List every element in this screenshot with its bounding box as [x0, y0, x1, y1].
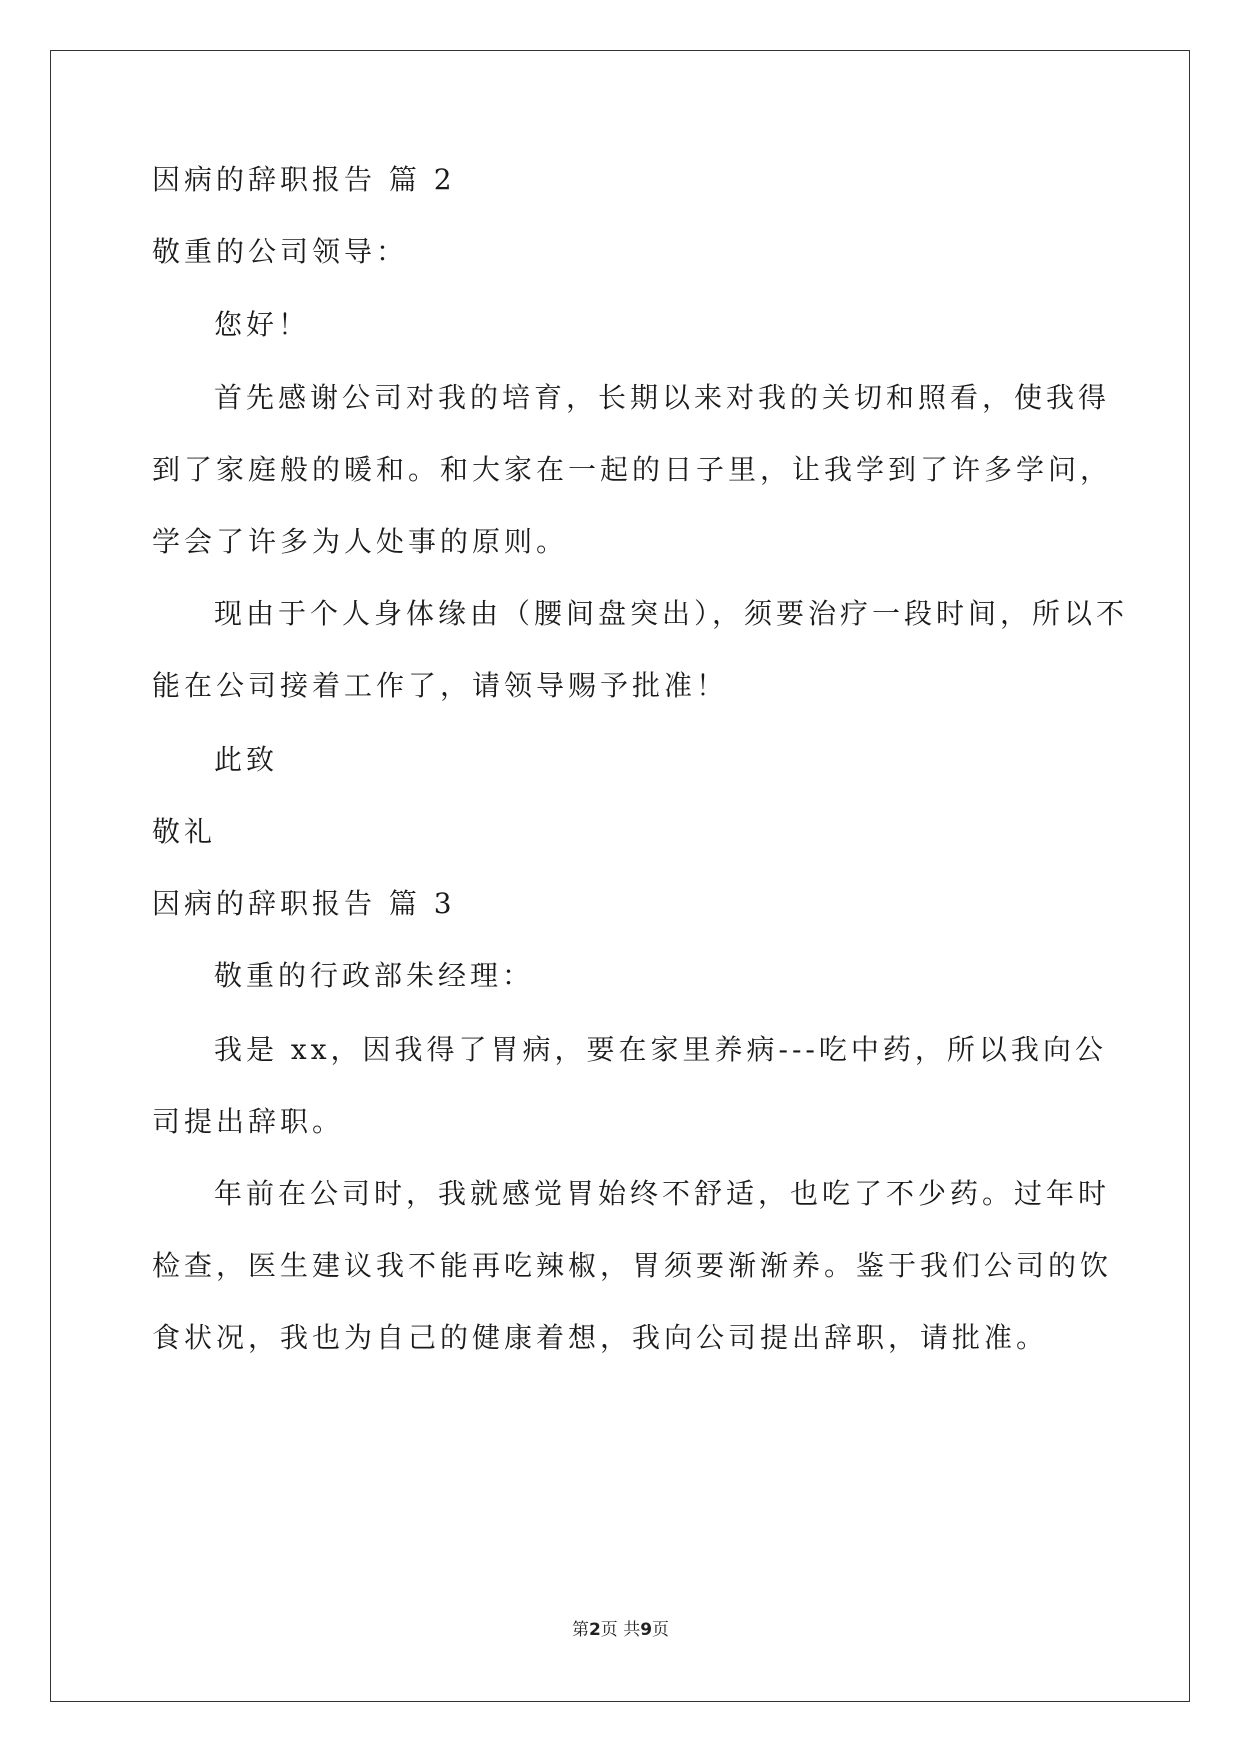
total-page-number: 9 — [640, 1620, 653, 1640]
section-title-3: 因病的辞职报告 篇 3 — [152, 887, 456, 920]
paragraph-3-line-2: 司提出辞职。 — [152, 1105, 345, 1138]
salutation-2: 敬重的公司领导： — [152, 235, 409, 268]
page-number-footer — [0, 1615, 1241, 1640]
footer-suffix: 页 — [652, 1620, 670, 1640]
greeting: 您好！ — [214, 308, 311, 341]
closing-cizhi: 此致 — [214, 743, 279, 776]
paragraph-3-line-1: 我是 xx，因我得了胃病，要在家里养病---吃中药，所以我向公 — [214, 1033, 1107, 1066]
closing-jingli: 敬礼 — [152, 815, 217, 848]
paragraph-1-line-3: 学会了许多为人处事的原则。 — [152, 525, 569, 558]
footer-mid: 页 共 — [600, 1620, 641, 1640]
page-border — [50, 50, 1190, 1702]
paragraph-4-line-3: 食状况，我也为自己的健康着想，我向公司提出辞职，请批准。 — [152, 1321, 1049, 1354]
footer-prefix: 第 — [571, 1620, 589, 1640]
section-title-2: 因病的辞职报告 篇 2 — [152, 163, 456, 196]
paragraph-1-line-2: 到了家庭般的暖和。和大家在一起的日子里，让我学到了许多学问， — [152, 453, 1113, 486]
paragraph-4-line-1: 年前在公司时，我就感觉胃始终不舒适，也吃了不少药。过年时 — [214, 1177, 1111, 1210]
paragraph-2-line-1: 现由于个人身体缘由（腰间盘突出），须要治疗一段时间，所以不 — [214, 597, 1129, 630]
paragraph-1-line-1: 首先感谢公司对我的培育，长期以来对我的关切和照看，使我得 — [214, 381, 1111, 414]
paragraph-4-line-2: 检查，医生建议我不能再吃辣椒，胃须要渐渐养。鉴于我们公司的饮 — [152, 1249, 1113, 1282]
current-page-number: 2 — [588, 1620, 601, 1640]
paragraph-2-line-2: 能在公司接着工作了，请领导赐予批准！ — [152, 669, 729, 702]
salutation-3: 敬重的行政部朱经理： — [214, 959, 535, 992]
